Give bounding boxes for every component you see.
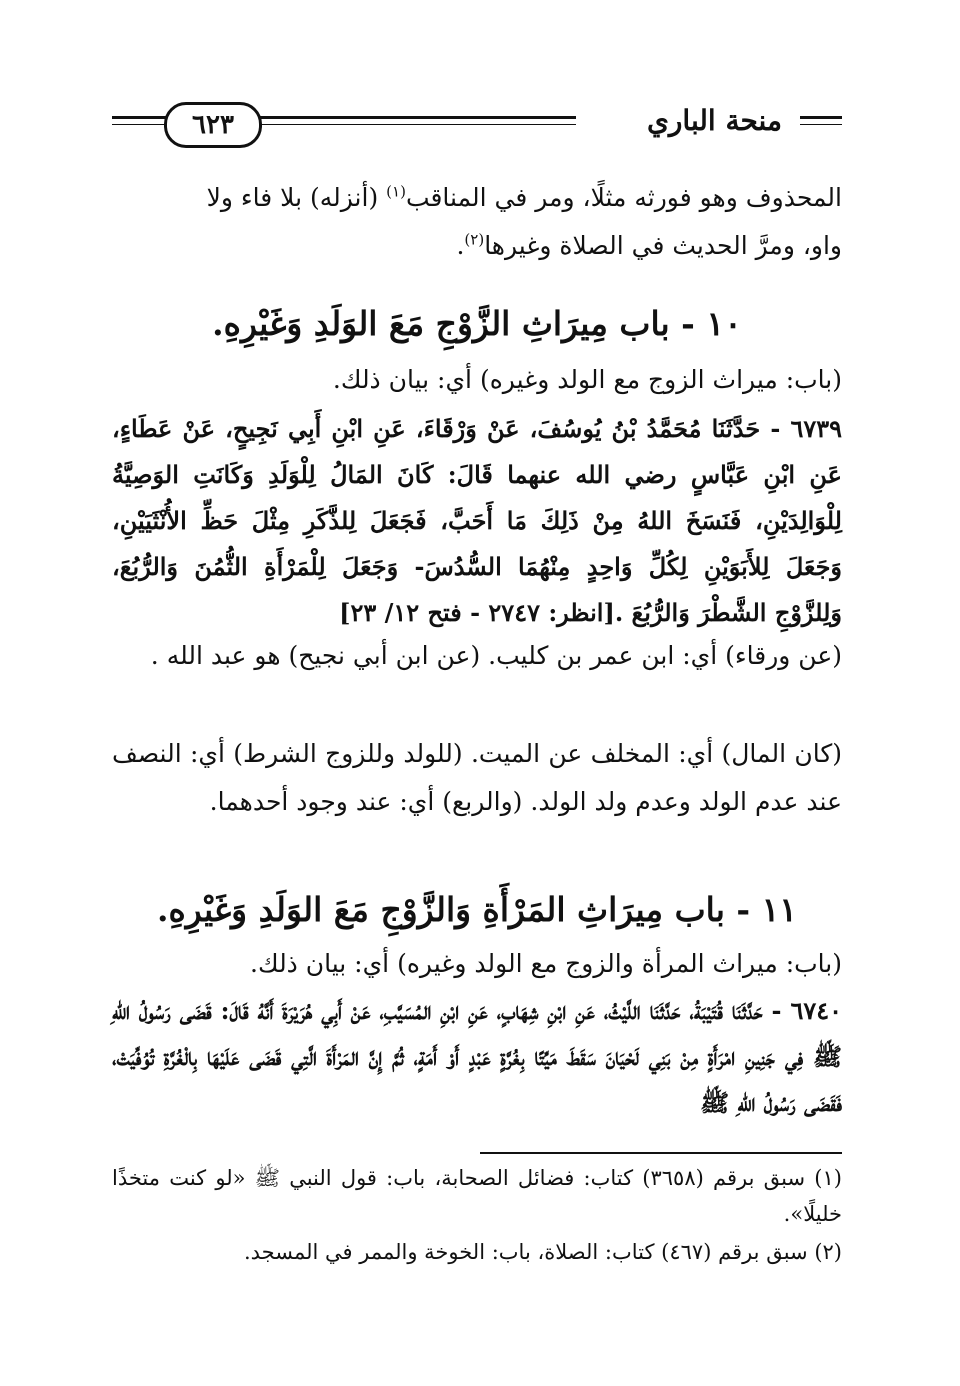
header-rule-left-top: [112, 116, 168, 119]
book-title: منحة الباري: [646, 104, 782, 137]
section-10-explanation: (باب: ميراث الزوج مع الولد وغيره) أي: بيان ذلك.: [332, 365, 842, 394]
section-10-comment-2: (كان المال) أي: المخلف عن الميت. (للولد وللزوج الشرط) أي: النصف عند عدم الولد وعدم ولد الولد. (والربع) أي: عند وجود أحدهما.: [112, 739, 842, 816]
section-10-heading: ١٠ - باب مِيرَاثِ الزَّوْجِ مَعَ الوَلَدِ وَغَيْرِهِ.: [212, 304, 742, 343]
footnote-2: (٢) سبق برقم (٤٦٧) كتاب: الصلاة، باب: الخوخة والممر في المسجد.: [243, 1240, 842, 1264]
running-header: [112, 96, 842, 156]
header-rule-middle-bottom: [254, 124, 576, 125]
footnote-separator: [480, 1152, 842, 1154]
header-rule-middle-top: [254, 116, 576, 119]
intro-paragraph: [112, 174, 842, 270]
header-rule-right-top: [800, 116, 842, 119]
intro-line-2: واو، ومرَّ الحديث في الصلاة وغيرها$^{(٢)}$.: [456, 230, 842, 260]
section-10-comment-1: (عن ورقاء) أي: ابن عمر بن كليب. (عن ابن أبي نجيح) هو عبد الله .: [150, 641, 842, 670]
footnote-1: (١) سبق برقم (٣٦٥٨) كتاب: فضائل الصحابة، باب: قول النبي ﷺ «لو كنت متخذًا خليلًا».: [112, 1166, 842, 1226]
header-rule-right-bottom: [800, 124, 842, 125]
footnote-ref-2[interactable]: (٢): [464, 230, 485, 249]
section-11-heading: ١١ - باب مِيرَاثِ المَرْأَةِ وَالزَّوْجِ مَعَ الوَلَدِ وَغَيْرِهِ.: [156, 890, 798, 929]
footnote-ref-1[interactable]: (١): [386, 182, 406, 201]
section-11-explanation: (باب: ميراث المرأة والزوج مع الولد وغيره) أي: بيان ذلك.: [250, 949, 842, 978]
page-number-badge: [164, 102, 262, 148]
hadith-6740: ٦٧٤٠ - حَدَّثَنَا قُتَيْبَةُ، حَدَّثَنَا اللَّيْثُ، عَنِ ابْنِ شِهَابٍ، عَنِ ابْنِ المُسَيَّبِ، عَنْ أَبِي هُرَيْرَةَ أَنَّهُ قَالَ: قَضَى رَسُولُ اللهِ ﷺ فِي جَنِينِ امْرَأَةٍ مِنْ بَنِي لَحْيَانَ سَقَطَ مَيِّتًا بِغُرَّةٍ عَبْدٍ أَوْ أَمَةٍ، ثُمَّ إِنَّ المَرْأَةَ الَّتِي قَضَى عَلَيْهَا بِالْغُرَّةِ تُوُفِّيَتْ، فَقَضَى رَسُولُ اللهِ ﷺ: [112, 996, 842, 1117]
hadith-6739: ٦٧٣٩ - حَدَّثَنَا مُحَمَّدُ بْنُ يُوسُفَ، عَنْ وَرْقَاءَ، عَنِ ابْنِ أَبِي نَجِيحٍ، عَنْ عَطَاءٍ، عَنِ ابْنِ عَبَّاسٍ رضي الله عنهما قَالَ: كَانَ المَالُ لِلْوَلَدِ وَكَانَتِ الوَصِيَّةُ لِلْوَالِدَيْنِ، فَنَسَخَ اللهُ مِنْ ذَلِكَ مَا أَحَبَّ، فَجَعَلَ لِلذَّكَرِ مِثْلَ حَظِّ الأُنْثَيَيْنِ، وَجَعَلَ لِلأَبَوَيْنِ لِكُلِّ وَاحِدٍ مِنْهُمَا السُّدُسَ- وَجَعَلَ لِلْمَرْأَةِ الثُّمُنَ وَالرُّبُعَ، وَلِلزَّوْجِ الشَّطْرَ وَالرُّبُعَ .[انظر: ٢٧٤٧ - فتح ١٢/ ٢٣]: [112, 414, 842, 627]
intro-line-1: المحذوف وهو فورثه مثلًا، ومر في المناقب$^{(١)}$ (أنزله) بلا فاء ولا: [206, 182, 842, 212]
header-rule-left-bottom: [112, 124, 168, 125]
page-number: ٦٢٣: [192, 110, 234, 140]
